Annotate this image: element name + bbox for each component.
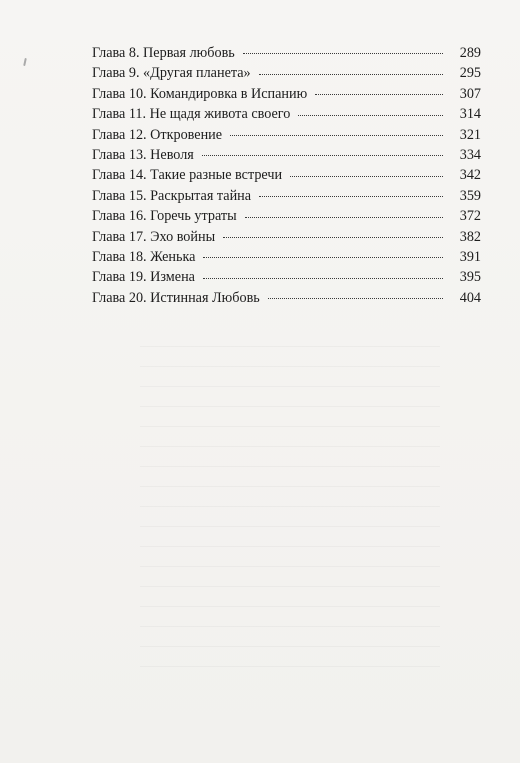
toc-entry-title: Глава 15. Раскрытая тайна xyxy=(92,187,252,204)
toc-entry-title: Глава 10. Командировка в Испанию xyxy=(92,85,308,102)
table-of-contents xyxy=(92,43,481,308)
toc-entry-title: Глава 18. Женька xyxy=(92,248,196,265)
paper-speck xyxy=(23,58,27,66)
dot-leader xyxy=(245,217,443,218)
toc-entry-title: Глава 12. Откровение xyxy=(92,126,223,143)
toc-entry-page: 342 xyxy=(459,167,481,184)
toc-entry-title: Глава 8. Первая любовь xyxy=(92,45,235,61)
toc-entry-page: 372 xyxy=(459,208,481,225)
toc-entry-page: 404 xyxy=(459,289,481,306)
toc-entry xyxy=(92,43,481,63)
toc-entry-page: 295 xyxy=(459,65,481,82)
toc-entry-page: 391 xyxy=(459,248,481,265)
toc-entry xyxy=(92,125,481,145)
toc-entry-page: 321 xyxy=(459,126,481,143)
show-through-text xyxy=(140,330,440,670)
toc-entry-page: 307 xyxy=(459,85,481,102)
toc-entry xyxy=(92,206,481,226)
dot-leader xyxy=(203,278,443,279)
toc-entry-title: Глава 20. Истинная Любовь xyxy=(92,289,260,306)
toc-entry-title: Глава 14. Такие разные встречи xyxy=(92,167,283,184)
toc-entry xyxy=(92,247,481,267)
toc-entry xyxy=(92,104,481,124)
toc-entry-title: Глава 17. Эхо войны xyxy=(92,228,216,245)
toc-entry xyxy=(92,84,481,104)
toc-entry xyxy=(92,267,481,287)
toc-entry-page: 395 xyxy=(459,269,481,286)
toc-entry-page: 359 xyxy=(459,187,481,204)
dot-leader xyxy=(259,196,443,197)
dot-leader xyxy=(203,257,443,258)
toc-entry xyxy=(92,145,481,165)
toc-entry-title: Глава 19. Измена xyxy=(92,269,195,286)
toc-entry-page: 314 xyxy=(459,106,481,123)
toc-entry xyxy=(92,186,481,206)
toc-entry-page: 289 xyxy=(459,45,481,61)
toc-entry-page: 382 xyxy=(459,228,481,245)
toc-entry xyxy=(92,227,481,247)
toc-entry-title: Глава 9. «Другая планета» xyxy=(92,65,251,82)
dot-leader xyxy=(243,53,443,54)
toc-entry-title: Глава 16. Горечь утраты xyxy=(92,208,237,225)
dot-leader xyxy=(230,135,443,136)
toc-entry xyxy=(92,165,481,185)
dot-leader xyxy=(315,94,443,95)
dot-leader xyxy=(259,74,443,75)
toc-entry xyxy=(92,63,481,83)
toc-entry xyxy=(92,288,481,308)
toc-entry-title: Глава 11. Не щадя живота своего xyxy=(92,106,291,123)
dot-leader xyxy=(223,237,443,238)
dot-leader xyxy=(290,176,443,177)
dot-leader xyxy=(202,155,443,156)
toc-entry-title: Глава 13. Неволя xyxy=(92,146,194,163)
dot-leader xyxy=(298,115,443,116)
dot-leader xyxy=(268,298,443,299)
toc-entry-page: 334 xyxy=(459,146,481,163)
